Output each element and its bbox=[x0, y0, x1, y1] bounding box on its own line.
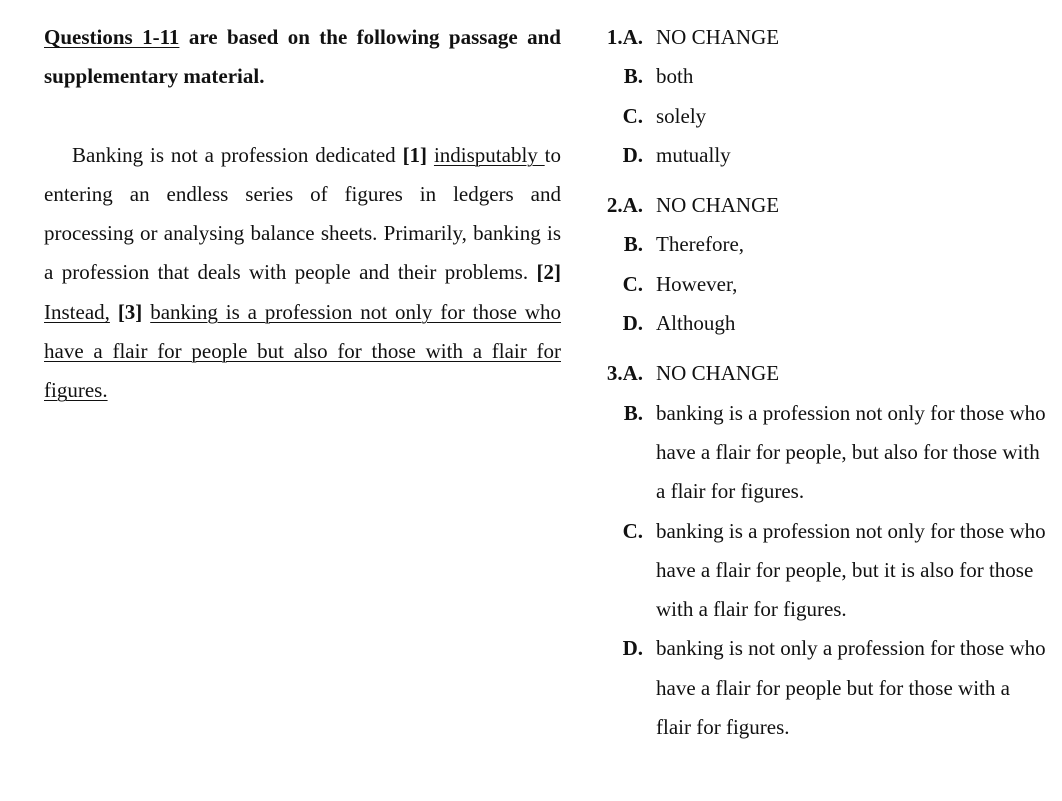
option-label: B. bbox=[623, 64, 643, 89]
option-text: Although bbox=[656, 311, 736, 336]
option-text: banking is not only a profession for those who have a flair for people but for those with a flair for figures. bbox=[656, 636, 1046, 740]
question-3-option-d[interactable] bbox=[598, 629, 1048, 747]
passage-part-2: to entering an endless series of figures in ledgers and processing or analysing balance sheets. Primarily, banking is a profession that deals with people and their problems. bbox=[44, 142, 562, 285]
option-label: 3.A. bbox=[606, 361, 643, 386]
question-2-option-d[interactable] bbox=[598, 304, 1048, 343]
option-text: NO CHANGE bbox=[656, 361, 780, 386]
passage-text bbox=[44, 136, 561, 411]
question-3 bbox=[598, 354, 1048, 747]
option-label: 1.A. bbox=[606, 25, 643, 49]
passage-column bbox=[44, 18, 561, 411]
option-text: mutually bbox=[656, 142, 731, 167]
question-2-option-c[interactable] bbox=[598, 265, 1048, 304]
answer-column bbox=[598, 18, 1048, 747]
question-1-option-b[interactable] bbox=[598, 57, 1048, 96]
marker-3: [3] bbox=[117, 299, 143, 324]
option-label: 2.A. bbox=[606, 193, 643, 218]
question-2 bbox=[598, 186, 1048, 343]
heading-text: are based on the following passage and supplementary material. bbox=[44, 25, 561, 89]
option-text: However, bbox=[656, 271, 738, 296]
underlined-2: Instead, bbox=[44, 299, 110, 324]
option-text: Therefore, bbox=[656, 232, 745, 257]
question-3-option-b[interactable] bbox=[598, 394, 1048, 512]
option-label: C. bbox=[622, 103, 643, 128]
question-1-option-c[interactable] bbox=[598, 97, 1048, 136]
option-text: both bbox=[656, 64, 694, 89]
option-label: C. bbox=[622, 271, 643, 296]
question-3-option-c[interactable] bbox=[598, 512, 1048, 630]
question-1-option-d[interactable] bbox=[598, 136, 1048, 175]
option-label: B. bbox=[623, 400, 643, 425]
option-text: NO CHANGE bbox=[656, 25, 780, 49]
option-label: D. bbox=[622, 636, 643, 661]
underlined-1: indisputably bbox=[433, 142, 545, 167]
option-text: NO CHANGE bbox=[656, 193, 780, 218]
passage-part-1: Banking is not a profession dedicated bbox=[72, 142, 403, 167]
option-text: banking is a profession not only for those who have a flair for people, but it is also for those with a flair for figures. bbox=[656, 518, 1046, 622]
option-text: banking is a profession not only for those who have a flair for people, but also for those with a flair for figures. bbox=[656, 400, 1046, 504]
question-2-option-a[interactable] bbox=[598, 186, 1048, 225]
question-3-option-a[interactable] bbox=[598, 354, 1048, 393]
question-1-option-a[interactable] bbox=[598, 18, 1048, 57]
passage-heading bbox=[44, 18, 561, 97]
option-label: D. bbox=[622, 142, 643, 167]
marker-1: [1] bbox=[402, 142, 428, 167]
option-label: C. bbox=[622, 518, 643, 543]
option-label: B. bbox=[623, 232, 643, 257]
underlined-3: banking is a profession not only for those who have a flair for people but also for those with a flair for figures. bbox=[44, 299, 562, 403]
marker-2: [2] bbox=[536, 260, 561, 285]
question-1 bbox=[598, 18, 1048, 175]
option-text: solely bbox=[656, 103, 707, 128]
question-range: Questions 1-11 bbox=[44, 25, 180, 49]
option-label: D. bbox=[622, 311, 643, 336]
question-2-option-b[interactable] bbox=[598, 225, 1048, 264]
